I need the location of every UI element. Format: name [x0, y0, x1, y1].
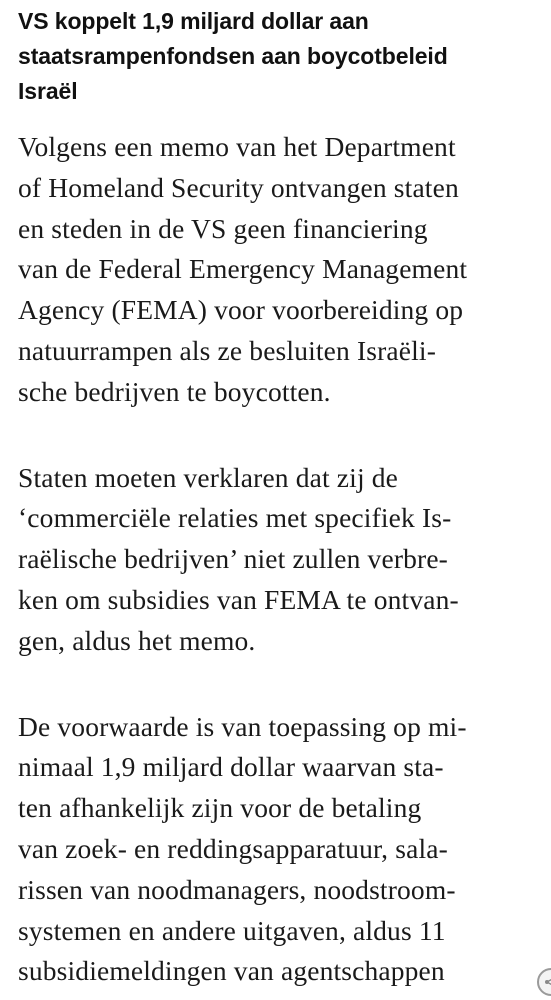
article-paragraph	[18, 127, 548, 413]
paragraph-line: ken om subsidies van FEMA te ontvan-	[18, 583, 459, 615]
paragraph-line: ten afhankelijk zijn voor de betaling	[18, 792, 422, 824]
paragraph-line: natuurrampen als ze besluiten Israëli-	[18, 334, 437, 366]
paragraph-line: raëlische bedrijven’ niet zullen verbre-	[18, 543, 448, 575]
article	[18, 0, 548, 992]
paragraph-line: Agency (FEMA) voor voorbereiding op	[18, 294, 464, 326]
paragraph-line: rissen van noodmanagers, noodstroom-	[18, 873, 456, 905]
headline-line: VS koppelt 1,9 miljard dollar aan	[18, 8, 369, 34]
share-icon	[543, 974, 551, 990]
paragraph-line: systemen en andere uitgaven, aldus 11	[18, 914, 446, 946]
paragraph-line: of Homeland Security ontvangen staten	[18, 171, 459, 203]
paragraph-line: Staten moeten verklaren dat zij de	[18, 461, 399, 493]
paragraph-line: van zoek- en reddingsapparatuur, sala-	[18, 832, 448, 864]
paragraph-line: sche bedrijven te boycotten.	[18, 375, 331, 407]
article-paragraph	[18, 707, 548, 993]
paragraph-line: nimaal 1,9 miljard dollar waarvan sta-	[18, 751, 444, 783]
paragraph-line: Volgens een memo van het Department	[18, 131, 456, 162]
paragraph-line: van de Federal Emergency Management	[18, 253, 468, 285]
article-paragraph	[18, 458, 548, 662]
article-headline	[18, 4, 548, 109]
paragraph-line: subsidiemeldingen van agentschappen	[18, 955, 445, 987]
paragraph-line: ‘commerciële relaties met specifiek Is-	[18, 502, 452, 534]
paragraph-line: De voorwaarde is van toepassing op mi-	[18, 710, 467, 742]
paragraph-line: en steden in de VS geen financiering	[18, 212, 428, 244]
headline-line: staatsrampenfondsen aan boycotbeleid	[18, 43, 448, 69]
headline-line: Israël	[18, 78, 78, 104]
paragraph-line: gen, aldus het memo.	[18, 624, 256, 656]
